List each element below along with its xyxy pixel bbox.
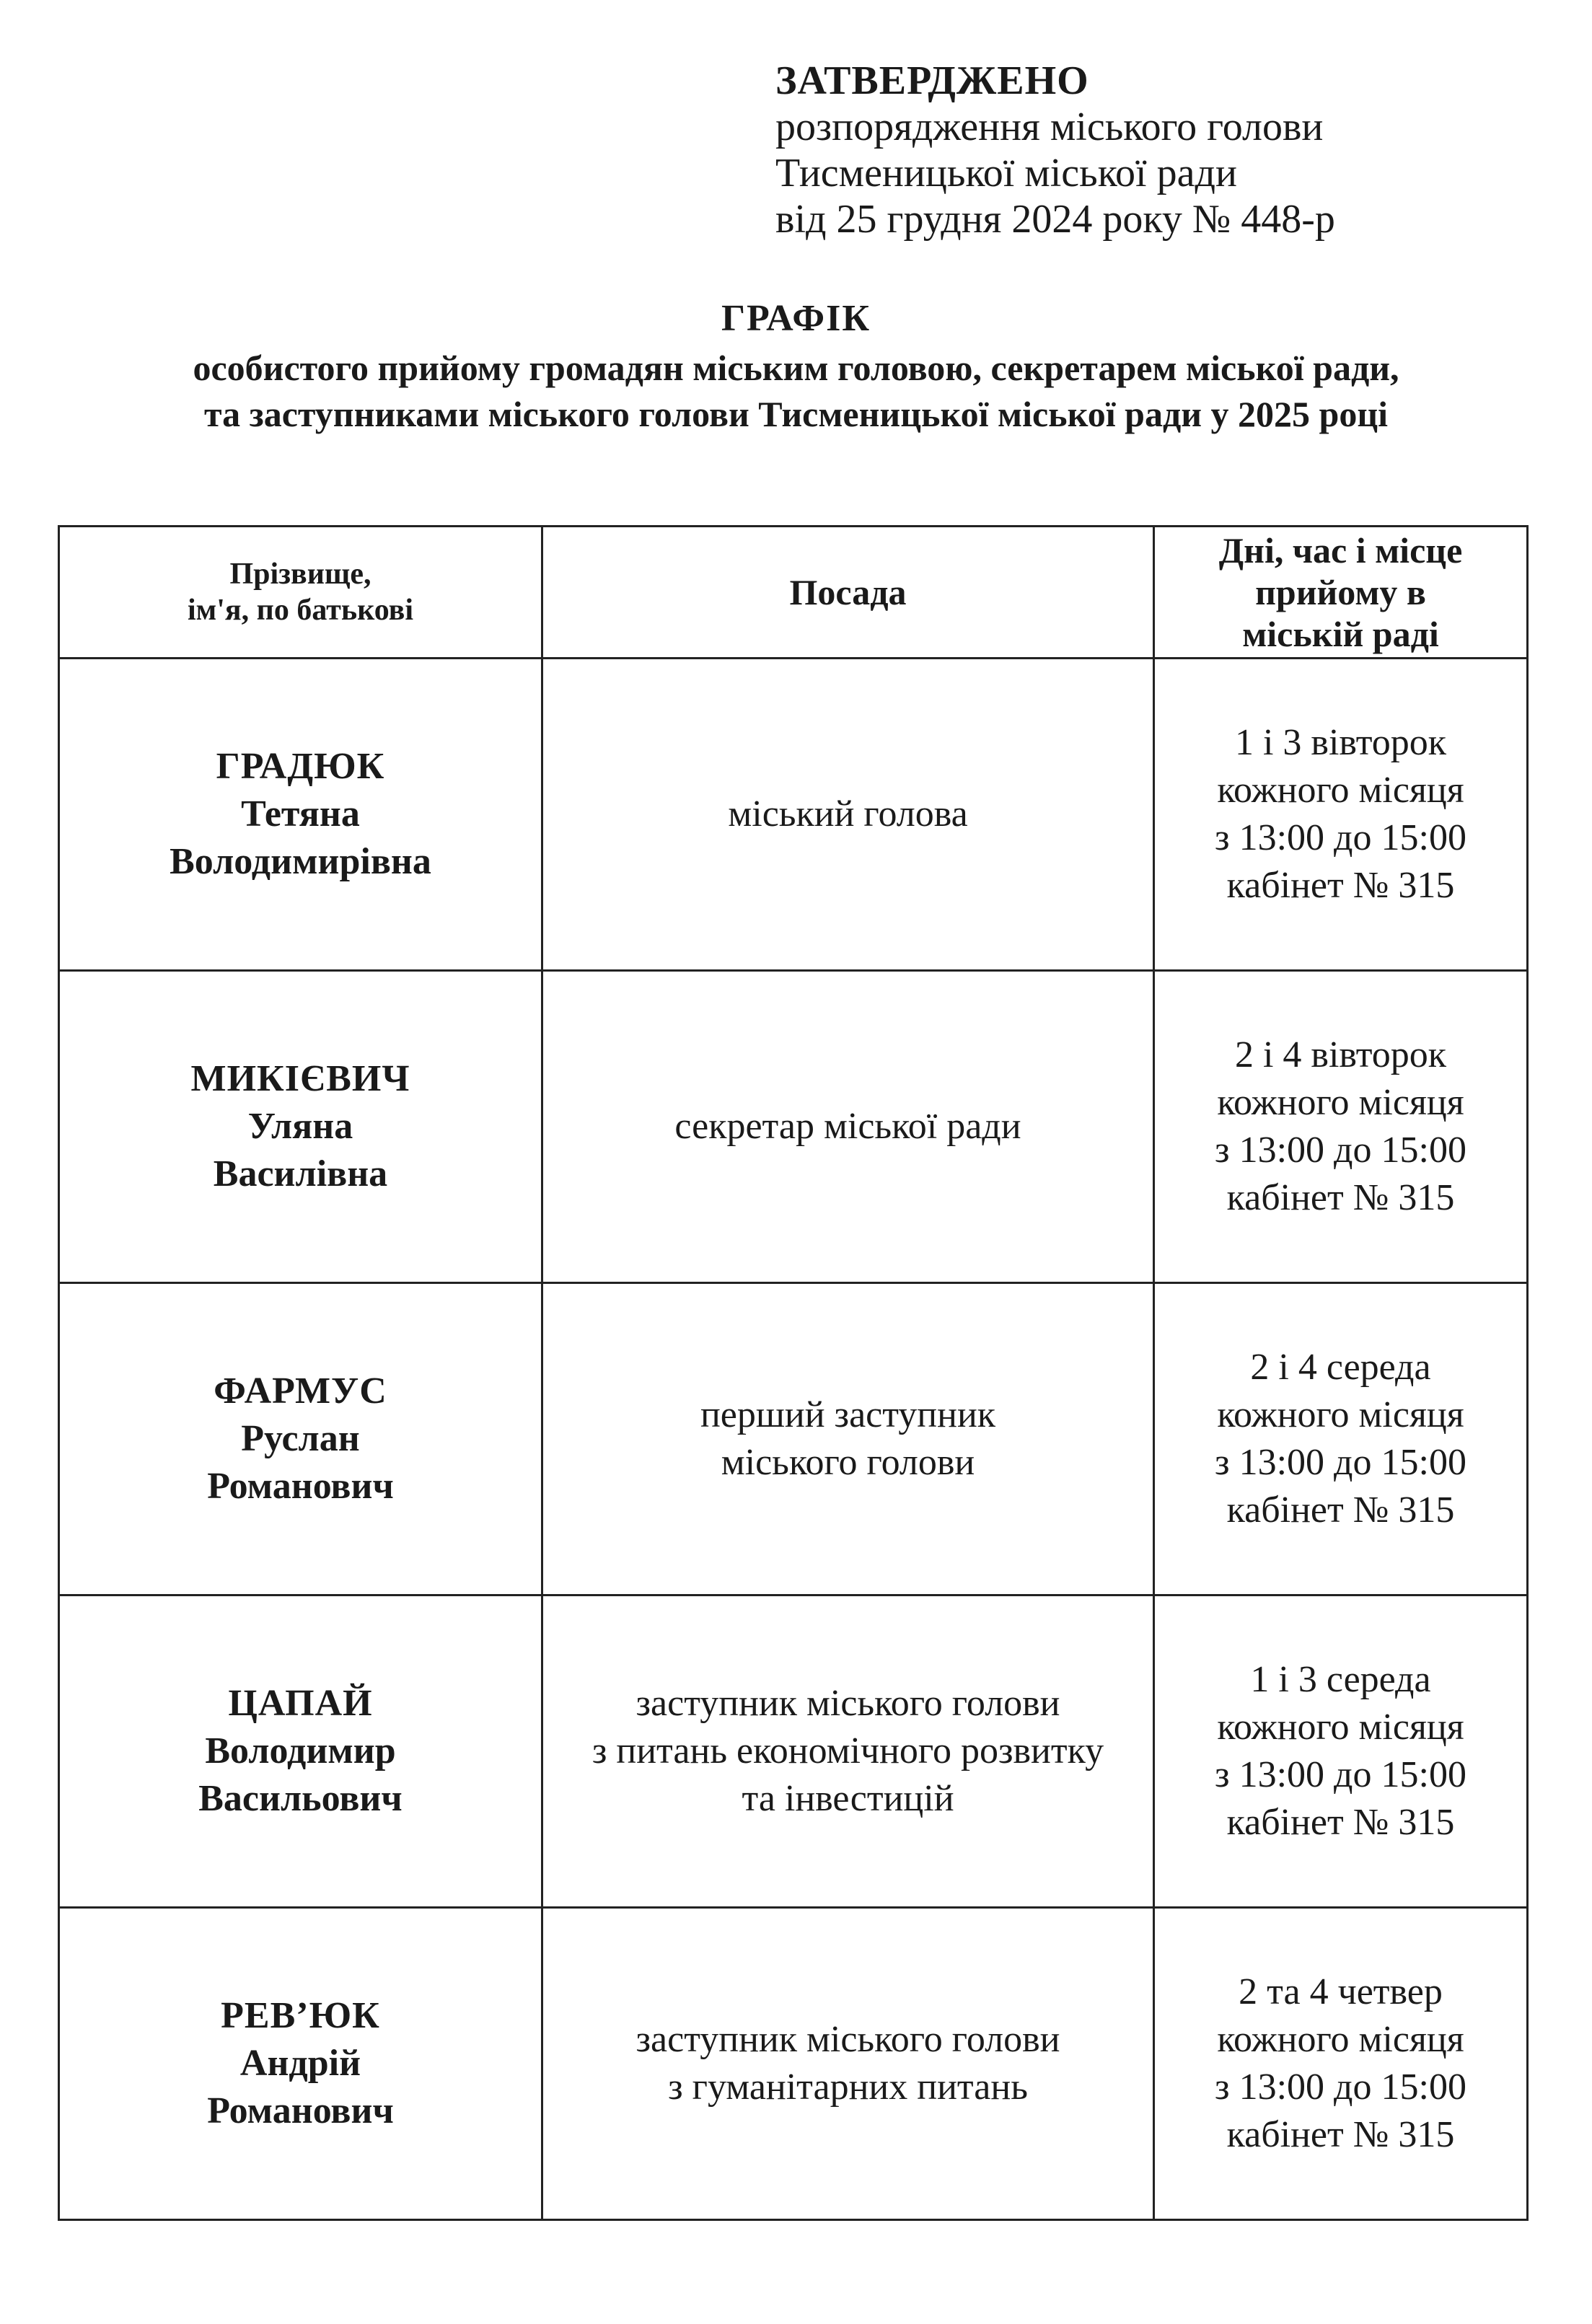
person-name-cell xyxy=(59,1908,542,2220)
schedule-cell xyxy=(1154,1283,1528,1595)
person-first-name: Андрій xyxy=(239,2043,361,2084)
schedule-cell xyxy=(1154,971,1528,1283)
position-line: секретар міської ради xyxy=(674,1106,1021,1147)
schedule-room: кабінет № 315 xyxy=(1226,1489,1455,1531)
person-first-name: Тетяна xyxy=(241,793,360,835)
schedule-period: кожного місяця xyxy=(1217,1082,1464,1123)
person-name-cell xyxy=(59,1283,542,1595)
position-line: заступник міського голови xyxy=(636,2019,1060,2060)
person-patronymic: Володимирівна xyxy=(170,841,431,882)
document-heading xyxy=(0,296,1592,437)
person-name-cell xyxy=(59,971,542,1283)
table-body xyxy=(59,659,1528,2220)
person-patronymic: Василівна xyxy=(213,1153,388,1194)
position-line: міського голови xyxy=(721,1442,975,1483)
reception-schedule-table xyxy=(58,525,1529,2221)
schedule-period: кожного місяця xyxy=(1217,2019,1464,2060)
position-cell xyxy=(542,1908,1154,2220)
schedule-period: кожного місяця xyxy=(1217,770,1464,811)
column-header-schedule xyxy=(1154,527,1528,659)
person-patronymic: Романович xyxy=(207,2090,394,2131)
table-row xyxy=(59,659,1528,971)
column-header-name xyxy=(59,527,542,659)
approval-line: Тисменицької міської ради xyxy=(775,151,1237,195)
person-patronymic: Васильович xyxy=(198,1778,403,1819)
schedule-period: кожного місяця xyxy=(1217,1707,1464,1748)
schedule-days: 2 і 4 середа xyxy=(1250,1347,1431,1388)
position-line: заступник міського голови xyxy=(636,1683,1060,1724)
schedule-days: 1 і 3 вівторок xyxy=(1234,722,1446,763)
position-cell xyxy=(542,659,1154,971)
person-name-cell xyxy=(59,1595,542,1908)
schedule-days: 1 і 3 середа xyxy=(1250,1659,1431,1700)
document-subtitle: та заступниками міського голови Тисменицької міської ради у 2025 році xyxy=(203,394,1389,434)
schedule-room: кабінет № 315 xyxy=(1226,2114,1455,2155)
approval-line: від 25 грудня 2024 року № 448-р xyxy=(775,197,1335,242)
approval-block xyxy=(775,58,1533,242)
position-line: міський голова xyxy=(728,793,968,835)
approval-line: розпорядження міського голови xyxy=(775,105,1324,149)
position-cell xyxy=(542,971,1154,1283)
header-text: ім'я, по батькові xyxy=(187,594,414,627)
schedule-room: кабінет № 315 xyxy=(1226,1802,1455,1843)
person-name-cell xyxy=(59,659,542,971)
position-line: з питань економічного розвитку xyxy=(591,1730,1104,1771)
document-title: ГРАФІК xyxy=(721,298,871,339)
schedule-days: 2 та 4 четвер xyxy=(1239,1971,1443,2012)
schedule-room: кабінет № 315 xyxy=(1226,1177,1455,1218)
schedule-days: 2 і 4 вівторок xyxy=(1234,1034,1446,1075)
header-text: Дні, час і місце xyxy=(1218,530,1463,571)
person-surname: ГРАДЮК xyxy=(216,746,385,787)
person-surname: РЕВ’ЮК xyxy=(221,1995,380,2036)
schedule-cell xyxy=(1154,1908,1528,2220)
person-first-name: Володимир xyxy=(205,1730,396,1771)
table-row xyxy=(59,1908,1528,2220)
position-line: з гуманітарних питань xyxy=(668,2066,1028,2108)
header-text: Прізвище, xyxy=(229,558,371,591)
person-surname: ЦАПАЙ xyxy=(228,1683,373,1724)
header-text: прийому в xyxy=(1255,572,1426,612)
position-line: перший заступник xyxy=(700,1394,996,1435)
table-row xyxy=(59,1595,1528,1908)
approval-title: ЗАТВЕРДЖЕНО xyxy=(775,58,1089,103)
schedule-hours: з 13:00 до 15:00 xyxy=(1215,817,1466,858)
schedule-cell xyxy=(1154,659,1528,971)
person-surname: ФАРМУС xyxy=(214,1370,387,1412)
header-text: міській раді xyxy=(1242,614,1439,654)
document-subtitle: особистого прийому громадян міським головою, секретарем міської ради, xyxy=(193,348,1399,388)
table-row xyxy=(59,971,1528,1283)
person-surname: МИКІЄВИЧ xyxy=(190,1058,410,1099)
table-header-row xyxy=(59,527,1528,659)
person-first-name: Уляна xyxy=(247,1106,353,1147)
schedule-hours: з 13:00 до 15:00 xyxy=(1215,1130,1466,1171)
position-cell xyxy=(542,1595,1154,1908)
position-line: та інвестицій xyxy=(742,1778,954,1819)
schedule-period: кожного місяця xyxy=(1217,1394,1464,1435)
table-row xyxy=(59,1283,1528,1595)
schedule-room: кабінет № 315 xyxy=(1226,865,1455,906)
schedule-cell xyxy=(1154,1595,1528,1908)
person-patronymic: Романович xyxy=(207,1466,394,1507)
schedule-hours: з 13:00 до 15:00 xyxy=(1215,1442,1466,1483)
column-header-position: Посада xyxy=(542,527,1154,659)
schedule-hours: з 13:00 до 15:00 xyxy=(1215,2066,1466,2108)
schedule-hours: з 13:00 до 15:00 xyxy=(1215,1754,1466,1795)
person-first-name: Руслан xyxy=(241,1418,360,1459)
position-cell xyxy=(542,1283,1154,1595)
